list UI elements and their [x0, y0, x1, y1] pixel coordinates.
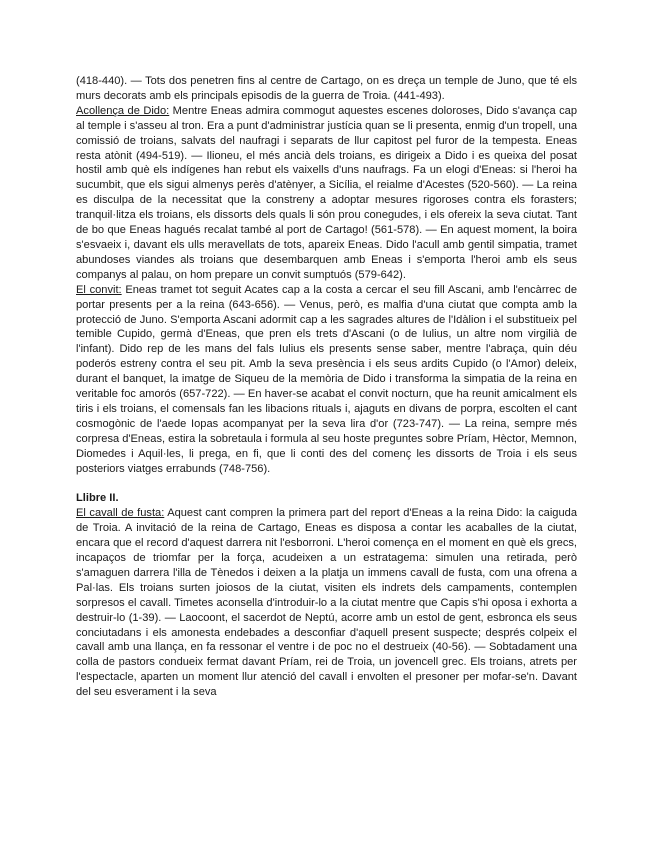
section-title-convit: El convit:	[76, 283, 122, 296]
acollenca-text: Mentre Eneas admira commogut aquestes escenes doloroses, Dido s'avança cap al temple i s'asseu al tron. Era a punt d'administrar justícia quan se li presenta, enmig d'un tropell, una comissió de troians, salvats del naufragi i separats de llur capitost pel furor de la tempesta. Eneas resta atònit (494-519). — Ilioneu, el més ancià dels troians, es dirigeix a Dido i es queixa del posat hostil amb què els indígenes han rebut els vaixells d'uns naufrags. Fa un elogi d'Eneas: si l'heroi ha sucumbit, que els sigui almenys perès d'atènyer, a Sicília, el reialme d'Acestes (520-560). — La reina es disculpa de la necessitat que la constreny a adoptar mesures rigoroses contra els forasters; tranquil·litza els troians, els dissorts dels quals li són prou conegudes, i els ofereix la seva ciutat. Tant de bo que Eneas hagués recalat també al port de Cartago! (561-578). — En aquest moment, la boira s'esvaeix i, davant els ulls meravellats de tots, apareix Eneas. Dido l'acull amb gentil simpatia, tramet abundoses viandes als troians que desembarquen amb Eneas i s'emporta l'heroi amb els seus companys al palau, on hom prepare un convit sumptuós (579-642).	[76, 104, 577, 281]
paragraph-acollenca	[76, 104, 577, 283]
cavall-text: Aquest cant compren la primera part del report d'Eneas a la reina Dido: la caiguda de Troia. A invitació de la reina de Cartago, Eneas es disposa a contar les acaballes de la ciutat, encara que el record d'aquest darrera nit l'esborroni. L'heroi comença en el moment en què els grecs, incapaços de triomfar per la força, acudeixen a un estratagema: simulen una retirada, però s'amaguen darrera l'illa de Tènedos i deixen a la platja un immens cavall de fusta, com una ofrena a Pal·las. Els troians surten joiosos de la ciutat, visiten els indrets dels campaments, contemplen sorpresos el cavall. Timetes aconsella d'introduir-lo a la ciutat mentre que Capis s'hi oposa i exhorta a destruir-lo (1-39). — Laocoont, el sacerdot de Neptú, acorre amb un estol de gent, esbronca els seus conciutadans i els amonesta endebades a desconfiar d'aquell present suspecte; després colpeix el cavall amb una llança, en fa ressonar el ventre i de poc no el destrueix (40-56). — Sobtadament una colla de pastors condueix fermat davant Príam, rei de Troia, un jovencell grec. Els troians, atrets per l'espectacle, aparten un moment llur atenció del cavall i envolten el presoner per mofar-se'n. Davant del seu esverament i la seva	[76, 507, 577, 699]
paragraph-convit	[76, 283, 577, 477]
page-text	[76, 74, 577, 700]
paragraph-cavall	[76, 506, 577, 700]
intro-text: (418-440). — Tots dos penetren fins al centre de Cartago, on es dreça un temple de Juno, que té els murs decorats amb els principals episodis de la guerra de Troia. (441-493).	[76, 75, 577, 102]
book-heading: Llibre II.	[76, 492, 119, 505]
section-title-acollenca: Acollença de Dido:	[76, 104, 170, 117]
paragraph-intro	[76, 74, 577, 104]
convit-text: Eneas tramet tot seguit Acates cap a la costa a cercar el seu fill Ascani, amb l'encàrrec de portar presents per a la reina (643-656). — Venus, però, es malfia d'una ciutat que compta amb la protecció de Juno. S'emporta Ascani adormit cap a les sagrades altures de l'Idàlion i el substitueix pel temible Cupido, germà d'Eneas, que pren els trets d'Ascani (o de Iulius, un altre nom virgilià de l'infant). Dido rep de les mans del fals Iulius els presents sense saber, mentre l'abraça, quin déu poderós estreny contra el seu pit. Amb la seva presència i els seus ardits Cupido (o l'Amor) deleix, durant el banquet, la imatge de Siqueu de la memòria de Dido i transforma la simpatia de la reina en veritable foc amorós (657-722). — En haver-se acabat el convit nocturn, que ha reunit amicalment els tiris i els troians, el comensals fan les libacions rituals i, ajaguts en divans de porpra, escolten el cant cosmogònic de l'aede Iopas acompanyat per la seva lira d'or (723-747). — La reina, sempre més corpresa d'Eneas, estira la sobretaula i formula al seu hoste preguntes sobre Príam, Hèctor, Memnon, Diomedes i Aquil·les, li prega, en fi, que li conti des del començ les dissorts de Troia i els seus posteriors viatges errabunds (748-756).	[76, 283, 577, 475]
section-title-cavall: El cavall de fusta:	[76, 507, 165, 520]
spacer	[76, 476, 577, 491]
